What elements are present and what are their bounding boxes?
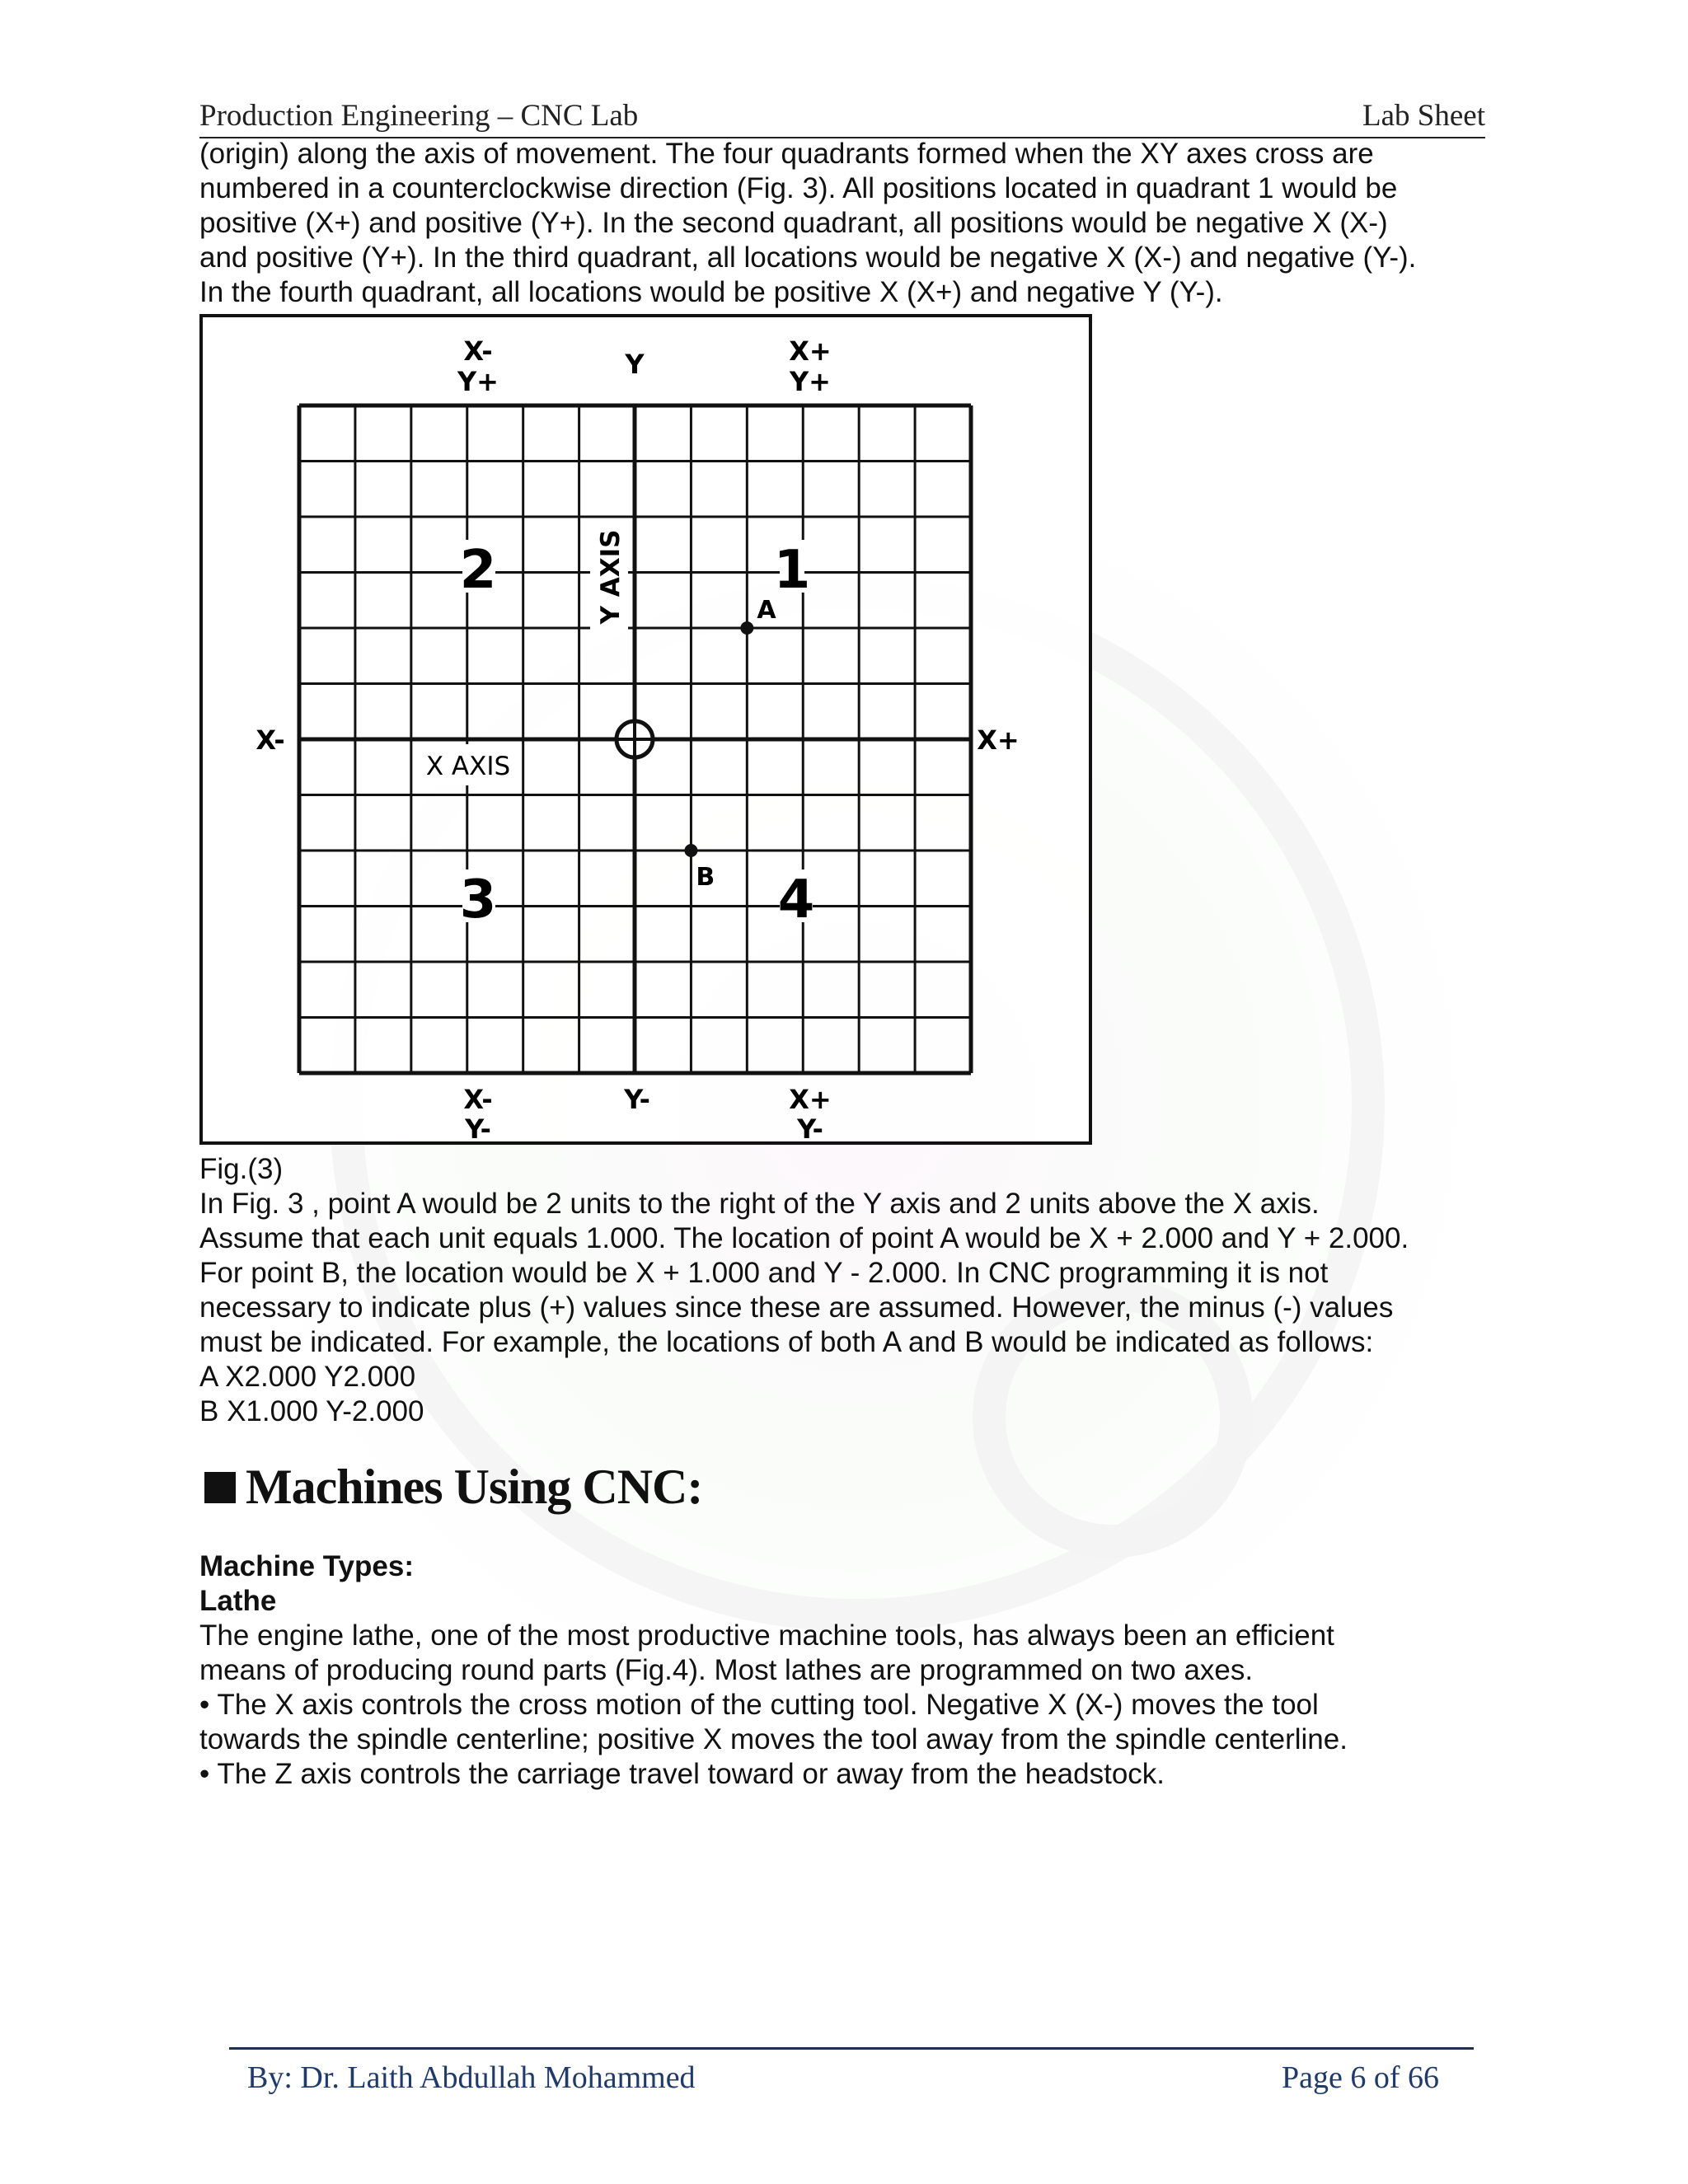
top-left-x-label: X-: [463, 335, 493, 367]
bullet-x-line: • The X axis controls the cross motion of the cutting tool. Negative X (X-) moves the tool: [199, 1689, 1319, 1721]
explanation-paragraph: [199, 1187, 1493, 1429]
top-right-y-label: Y+: [790, 366, 831, 397]
x-axis-label: X AXIS: [425, 752, 511, 781]
section-heading: [204, 1459, 702, 1516]
right-x-plus-label: X+: [977, 724, 1020, 756]
lathe-label: Lathe: [199, 1585, 277, 1617]
body-line: must be indicated. For example, the locations of both A and B would be indicated as follows:: [199, 1326, 1374, 1358]
square-bullet-icon: [204, 1472, 236, 1503]
page-header: [199, 96, 1485, 138]
point-b-label: B: [696, 863, 715, 892]
quadrant-3-number: 3: [459, 869, 497, 930]
intro-line: numbered in a counterclockwise direction (Fig. 3). All positions located in quadrant 1 would be: [199, 172, 1398, 204]
page-footer: [229, 2047, 1474, 2099]
body-line: In Fig. 3 , point A would be 2 units to the right of the Y axis and 2 units above the X axis.: [199, 1188, 1320, 1220]
quadrant-figure: [199, 314, 1092, 1145]
quadrant-4-number: 4: [777, 869, 815, 930]
intro-line: positive (X+) and positive (Y+). In the second quadrant, all positions would be negative X (X-): [199, 207, 1388, 239]
quadrant-diagram: [203, 317, 1089, 1141]
quadrant-1-number: 1: [773, 540, 811, 601]
bullet-x-line: towards the spindle centerline; positive X moves the tool away from the spindle centerline.: [199, 1723, 1348, 1755]
top-center-y-label: Y: [625, 349, 645, 380]
header-title: Production Engineering – CNC Lab: [199, 99, 639, 133]
intro-line: In the fourth quadrant, all locations would be positive X (X+) and negative Y (Y-).: [199, 276, 1223, 308]
bottom-right-y-label: Y-: [797, 1113, 823, 1141]
point-a-marker: [740, 621, 753, 635]
y-axis-label: Y AXIS: [596, 529, 626, 625]
bottom-right-x-label: X+: [789, 1084, 832, 1115]
body-line: Assume that each unit equals 1.000. The location of point A would be X + 2.000 and Y + 2.000.: [199, 1222, 1409, 1254]
section-heading-text: Machines Using CNC:: [246, 1460, 703, 1514]
coordinate-a: A X2.000 Y2.000: [199, 1361, 416, 1393]
point-b-marker: [684, 844, 697, 857]
top-left-y-label: Y+: [457, 366, 499, 397]
body-line: necessary to indicate plus (+) values since these are assumed. However, the minus (-) values: [199, 1291, 1394, 1324]
footer-page-number: Page 6 of 66: [1281, 2060, 1439, 2095]
body-line: For point B, the location would be X + 1.000 and Y - 2.000. In CNC programming it is not: [199, 1257, 1329, 1289]
bottom-center-y-label: Y-: [624, 1084, 650, 1115]
intro-line: and positive (Y+). In the third quadrant, all locations would be negative X (X-) and negative (Y-).: [199, 241, 1417, 274]
footer-author: By: Dr. Laith Abdullah Mohammed: [247, 2060, 696, 2095]
quadrant-2-number: 2: [459, 540, 497, 601]
figure-caption: Fig.(3): [199, 1153, 284, 1185]
left-x-minus-label: X-: [256, 724, 285, 756]
lathe-line: means of producing round parts (Fig.4). Most lathes are programmed on two axes.: [199, 1654, 1254, 1686]
header-lab-sheet: Lab Sheet: [1362, 99, 1485, 133]
bullet-z-line: • The Z axis controls the carriage travel toward or away from the headstock.: [199, 1758, 1165, 1790]
coordinate-b: B X1.000 Y-2.000: [199, 1395, 424, 1427]
point-a-label: A: [757, 596, 776, 625]
machine-types-section: [199, 1549, 1493, 1792]
lathe-line: The engine lathe, one of the most productive machine tools, has always been an efficient: [199, 1619, 1334, 1652]
bottom-left-y-label: Y-: [465, 1113, 491, 1141]
top-right-x-label: X+: [789, 335, 832, 367]
intro-paragraph: [199, 137, 1493, 310]
bottom-left-x-label: X-: [463, 1084, 493, 1115]
intro-line: (origin) along the axis of movement. The four quadrants formed when the XY axes cross are: [199, 138, 1374, 170]
machine-types-label: Machine Types:: [199, 1550, 414, 1582]
